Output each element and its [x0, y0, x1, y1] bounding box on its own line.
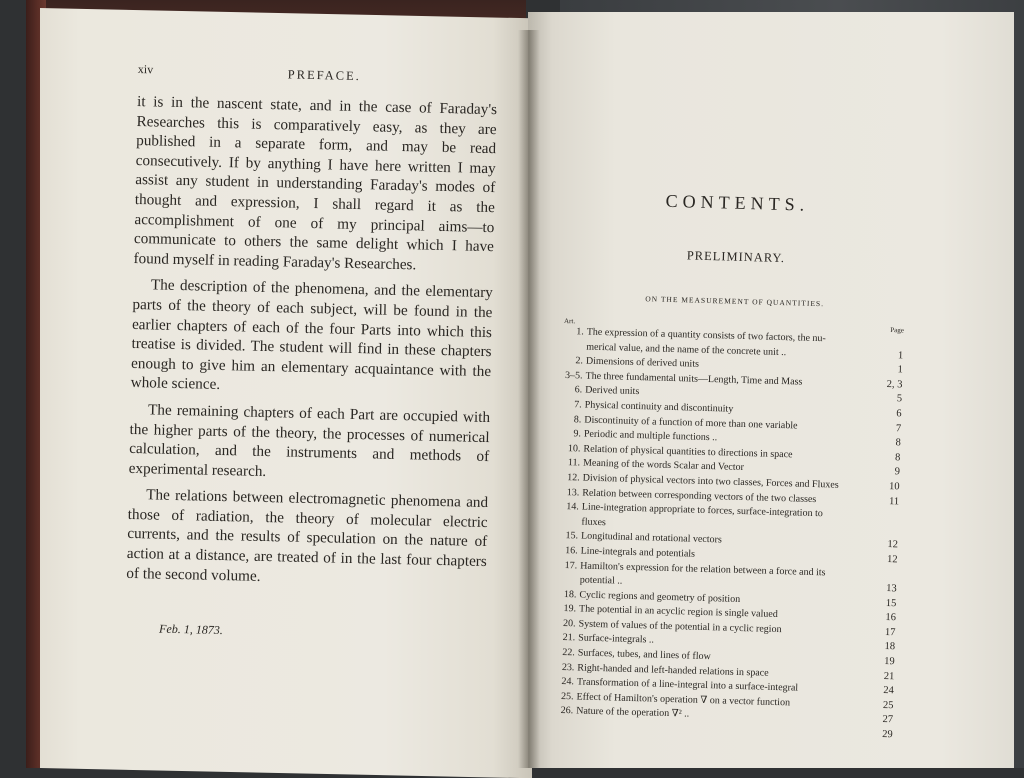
toc-entry-text: Right-handed and left-handed relations in space — [577, 662, 769, 679]
toc-entry-text: Relation between corresponding vectors of the two classes — [582, 487, 817, 505]
toc-entry-text: Physical continuity and discontinuity — [584, 399, 734, 415]
paragraph: it is in the nascent state, and in the case of Faraday's Researches this is comparatively easy, as they are published in a separate form, and may be read consecutively. If by anything I have here written I may assist any student in understanding Faraday's modes of thought and expression, I shall regard it as the accomplishment of one of my principal aims—to communicate to others the same delight which I have found myself in reading Faraday's Researches. — [133, 92, 498, 274]
toc-entry-text: Dimensions of derived units — [585, 355, 700, 370]
paragraph: The relations between electromagnetic phenomena and those of radiation, the theory of molecular electric currents, and the results of speculation on the nature of action at a distance, are treated of in the last four chapters of the second volume. — [126, 486, 489, 585]
toc-entry-number: 8. — [573, 413, 582, 426]
toc-entry-page: 18 — [884, 641, 896, 653]
toc-entry-text: Relation of physical quantities to directions in space — [583, 443, 793, 461]
toc-entry-text: Transformation of a line-integral into a surface-integral — [576, 676, 799, 694]
toc-entry-number: 24. — [561, 676, 575, 688]
toc-entry-number: 13. — [566, 486, 580, 498]
part-title: PRELIMINARY. — [686, 248, 786, 266]
toc-entry-text: Line-integration appropriate to forces, surface-integration to — [581, 501, 823, 520]
toc-entry-text: Longitudinal and rotational vectors — [580, 530, 722, 546]
toc-entry-number: 10. — [567, 442, 581, 455]
toc-entry-page: 19 — [884, 656, 895, 668]
toc-entry-text-continued: merical value, and the name of the concrete unit .. — [586, 341, 787, 358]
toc-entry-number: 17. — [564, 559, 578, 571]
toc-entry-page: 17 — [884, 626, 896, 639]
toc-entry-text-continued: potential .. — [579, 574, 623, 587]
toc-entry-page: 2, 3 — [886, 378, 903, 391]
toc-entry-number: 6. — [574, 384, 583, 396]
paragraph: The remaining chapters of each Part are occupied with the higher parts of the theory, the processes of numerical calculation, and the instruments and methods of experimental research. — [128, 401, 491, 480]
preface-date: Feb. 1, 1873. — [158, 621, 223, 638]
toc-entry-page: 9 — [894, 466, 901, 478]
toc-list — [553, 325, 904, 743]
toc-entry-text: System of values of the potential in a cyclic region — [578, 618, 782, 636]
toc-entry-page: 24 — [883, 685, 895, 697]
toc-entry-page: 29 — [881, 729, 893, 741]
toc-entry-page: 10 — [888, 481, 900, 493]
toc-entry-text: Division of physical vectors into two classes, Forces and Fluxes — [582, 472, 839, 491]
section-title: ON THE MEASUREMENT OF QUANTITIES. — [645, 294, 825, 309]
toc-entry-page: 1 — [897, 349, 904, 362]
toc-entry-number: 12. — [567, 472, 580, 484]
toc-entry-page: 16 — [885, 612, 897, 624]
toc-entry-number: 23. — [561, 661, 575, 674]
book-gutter — [518, 30, 540, 768]
toc-entry-text: Effect of Hamilton's operation ∇ on a vector function — [576, 691, 791, 709]
left-page — [125, 62, 498, 644]
toc-entry-text: Derived units — [584, 384, 640, 398]
toc-entry-number: 18. — [563, 588, 577, 601]
preface-body — [126, 92, 497, 591]
running-head-title: PREFACE. — [287, 67, 361, 84]
right-page — [553, 180, 908, 743]
toc-entry-text: Line-integrals and potentials — [580, 545, 696, 560]
toc-entry-number: 20. — [562, 617, 576, 630]
toc-entry-page: 1 — [897, 364, 903, 376]
toc-entry-text: Discontinuity of a function of more than one variable — [584, 414, 798, 432]
toc-entry-page: 13 — [886, 583, 897, 595]
toc-entry-number: 19. — [563, 603, 577, 615]
page-column-header: Page — [890, 326, 905, 335]
page-number: xiv — [137, 62, 154, 77]
toc-entry-text: The three fundamental units—Length, Time and Mass — [585, 370, 803, 388]
toc-entry-page — [876, 532, 898, 533]
toc-entry-page: 6 — [896, 408, 902, 420]
toc-entry-number — [553, 728, 576, 729]
toc-entry-number: 7. — [574, 399, 582, 411]
toc-entry-text: Surface-integrals .. — [578, 632, 655, 647]
toc-entry-page: 5 — [896, 393, 903, 405]
toc-entry-number: 9. — [573, 428, 582, 440]
toc-entry-page: 11 — [888, 495, 900, 507]
toc-entry-number: 1. — [576, 326, 584, 338]
toc-entry-number: 16. — [565, 544, 578, 557]
toc-entry-number: 3–5. — [564, 369, 583, 382]
toc-entry-page: 8 — [895, 437, 901, 449]
toc-entry-text: The potential in an acyclic region is single valued — [578, 603, 778, 621]
art-column-header: Art. — [563, 316, 576, 326]
toc-entry-text: Cyclic regions and geometry of position — [579, 589, 741, 605]
toc-entry-page: 27 — [882, 714, 894, 726]
toc-entry-text: Surfaces, tubes, and lines of flow — [577, 647, 711, 663]
toc-entry-number: 14. — [566, 501, 580, 513]
toc-entry-page: 12 — [887, 539, 899, 551]
toc-entry-text-continued: fluxes — [581, 516, 607, 528]
toc-entry-number: 2. — [575, 355, 584, 367]
toc-entry-text: Meaning of the words Scalar and Vector — [582, 457, 745, 474]
toc-entry-text: The expression of a quantity consists of two factors, the nu- — [586, 326, 826, 345]
toc-entry-number: 15. — [565, 530, 579, 542]
toc-entry-number: 11. — [567, 457, 581, 469]
toc-entry-page: 15 — [885, 597, 897, 610]
toc-entry-page: 21 — [883, 670, 895, 682]
toc-entry-text: Hamilton's expression for the relation between a force and its — [580, 559, 826, 578]
toc-entry-number: 25. — [560, 690, 574, 703]
toc-entry-text: Nature of the operation ∇² .. — [576, 705, 690, 721]
toc-entry-page: 12 — [886, 553, 898, 566]
contents-title: CONTENTS. — [665, 190, 810, 215]
toc-entry-page: 7 — [895, 422, 902, 434]
toc-entry-number: 22. — [562, 647, 575, 659]
toc-entry-number: 26. — [560, 705, 574, 717]
toc-entry-text: Periodic and multiple functions .. — [583, 428, 718, 444]
toc-entry-page: 25 — [882, 699, 894, 712]
toc-entry-page: 8 — [894, 451, 901, 464]
toc-entry-number: 21. — [562, 632, 576, 644]
paragraph: The description of the phenomena, and the elementary parts of the theory of each subject, will be found in the earlier chapters of each of the four Parts into which this treatise is divided. The student will find in these chapters enough to give him an elementary acquaintance with the whole science. — [130, 276, 494, 394]
